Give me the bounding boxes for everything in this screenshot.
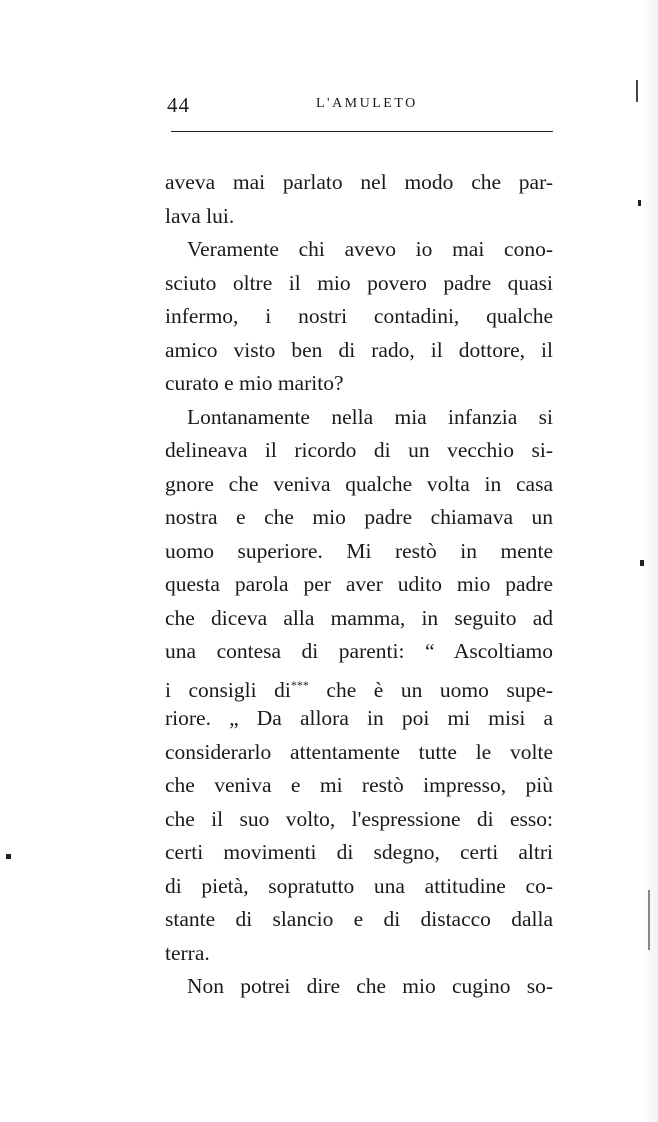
text-line: sciuto oltre il mio povero padre quasi	[165, 270, 553, 295]
text-line: Non potrei dire che mio cugino so-	[187, 974, 553, 998]
text-line: riore. „ Da allora in poi mi misi a	[165, 706, 553, 730]
text-line: che veniva e mi restò impresso, più	[165, 773, 553, 797]
margin-speck	[638, 200, 641, 206]
margin-speck	[640, 560, 644, 566]
margin-speck	[6, 854, 11, 859]
asterisks: ***	[290, 677, 309, 692]
edge-mark	[636, 80, 638, 102]
text-line: delineava il ricordo di un vecchio si-	[165, 438, 553, 462]
text-line: considerarlo attentamente tutte le volte	[165, 739, 553, 764]
text-segment: che è un uomo supe-	[308, 677, 554, 702]
text-line: che diceva alla mamma, in seguito ad	[165, 605, 553, 630]
text-line: Lontanamente nella mia infanzia si	[187, 404, 553, 429]
text-line: certi movimenti di sdegno, certi altri	[165, 840, 553, 864]
text-line: una contesa di parenti: “ Ascoltiamo	[165, 639, 553, 663]
text-line: terra.	[165, 940, 210, 965]
header-rule	[171, 131, 553, 132]
text-line: uomo superiore. Mi restò in mente	[165, 538, 553, 563]
page-number: 44	[167, 93, 190, 117]
running-title: L'AMULETO	[316, 96, 418, 111]
body-text	[165, 166, 553, 1004]
text-line: infermo, i nostri contadini, qualche	[165, 304, 553, 328]
text-line: nostra e che mio padre chiamava un	[165, 505, 553, 529]
edge-mark	[648, 890, 650, 950]
text-segment: i consigli di	[165, 677, 291, 702]
text-line: lava lui.	[165, 203, 235, 228]
text-line: di pietà, sopratutto una attitudine co-	[165, 873, 553, 898]
text-line: Veramente chi avevo io mai cono-	[187, 237, 553, 261]
text-line: che il suo volto, l'espressione di esso:	[165, 806, 553, 831]
text-line: gnore che veniva qualche volta in casa	[165, 471, 553, 496]
text-line: aveva mai parlato nel modo che par-	[165, 170, 553, 194]
text-line-with-footnote	[165, 669, 553, 703]
page-edge-shadow	[644, 0, 658, 1122]
text-line: curato e mio marito?	[165, 371, 344, 395]
text-line: amico visto ben di rado, il dottore, il	[165, 337, 553, 362]
text-line: stante di slancio e di distacco dalla	[165, 907, 553, 931]
text-line: questa parola per aver udito mio padre	[165, 572, 553, 596]
